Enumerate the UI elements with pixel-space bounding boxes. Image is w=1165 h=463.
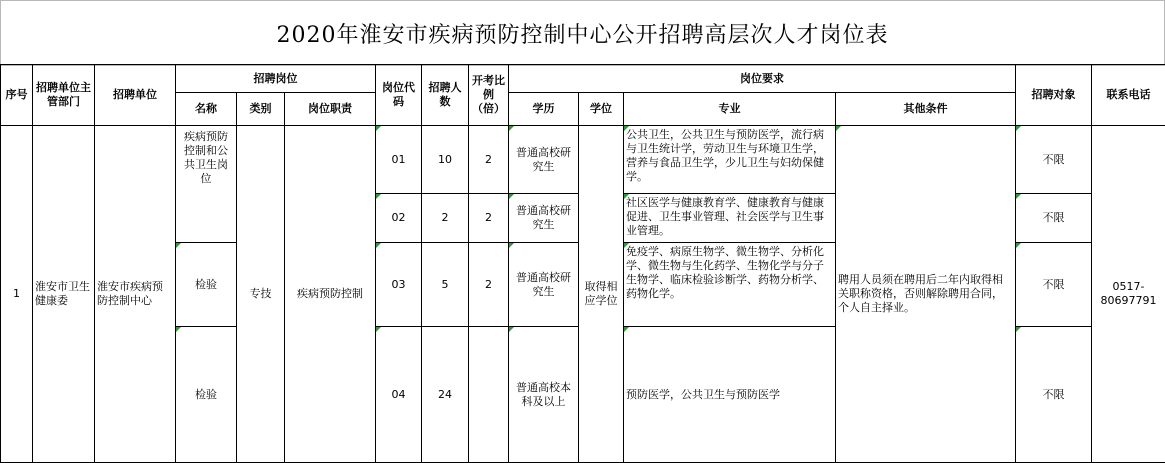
cell-major-01: 公共卫生，公共卫生与预防医学，流行病与卫生统计学，劳动卫生与环境卫生学，营养与食品卫生学，少儿卫生与妇幼保健学。 (624, 126, 836, 194)
cell-count-01: 10 (422, 126, 469, 194)
header-phone: 联系电话 (1092, 65, 1165, 126)
header-target: 招聘对象 (1016, 65, 1092, 126)
cell-dept: 淮安市卫生健康委 (33, 126, 95, 463)
header-major: 专业 (624, 93, 836, 126)
header-seq: 序号 (1, 65, 33, 126)
header-edu: 学历 (509, 93, 579, 126)
cell-count-03: 5 (422, 243, 469, 327)
cell-code-02: 02 (376, 194, 422, 243)
header-code: 岗位代码 (376, 65, 422, 126)
cell-edu-02: 普通高校研究生 (509, 194, 579, 243)
cell-edu-04: 普通高校本科及以上 (509, 327, 579, 463)
cell-ratio-03: 2 (469, 243, 509, 327)
cell-unit: 淮安市疾病预防控制中心 (95, 126, 176, 463)
cell-code-01: 01 (376, 126, 422, 194)
cell-count-02: 2 (422, 194, 469, 243)
header-req-group: 岗位要求 (509, 65, 1016, 93)
cell-post-name-3: 检验 (176, 327, 237, 463)
header-name: 名称 (176, 93, 237, 126)
cell-post-name-1: 疾病预防控制和公共卫生岗位 (176, 126, 237, 243)
cell-category: 专技 (237, 126, 285, 463)
cell-major-04: 预防医学，公共卫生与预防医学 (624, 327, 836, 463)
cell-target-04: 不限 (1016, 327, 1092, 463)
header-ratio: 开考比例（倍） (469, 65, 509, 126)
cell-edu-03: 普通高校研究生 (509, 243, 579, 327)
header-other: 其他条件 (836, 93, 1016, 126)
cell-ratio-01: 2 (469, 126, 509, 194)
cell-major-03: 免疫学、病原生物学、微生物学、分析化学、微生物与生化药学、生物化学与分子生物学、临床检验诊断学、药物分析学、药物化学。 (624, 243, 836, 327)
header-duty: 岗位职责 (285, 93, 376, 126)
header-dept: 招聘单位主管部门 (33, 65, 95, 126)
cell-major-02: 社区医学与健康教育学、健康教育与健康促进、卫生事业管理、社会医学与卫生事业管理。 (624, 194, 836, 243)
cell-code-04: 04 (376, 327, 422, 463)
page-title: 2020年淮安市疾病预防控制中心公开招聘高层次人才岗位表 (0, 0, 1165, 66)
header-count: 招聘人数 (422, 65, 469, 126)
header-degree: 学位 (579, 93, 624, 126)
cell-target-01: 不限 (1016, 126, 1092, 194)
cell-edu-01: 普通高校研究生 (509, 126, 579, 194)
cell-ratio-02: 2 (469, 194, 509, 243)
cell-target-03: 不限 (1016, 243, 1092, 327)
cell-ratio-04 (469, 327, 509, 463)
header-category: 类别 (237, 93, 285, 126)
cell-other: 聘用人员须在聘用后二年内取得相关职称资格，否则解除聘用合同，个人自主择业。 (836, 126, 1016, 463)
cell-post-name-2: 检验 (176, 243, 237, 327)
header-post-group: 招聘岗位 (176, 65, 376, 93)
cell-code-03: 03 (376, 243, 422, 327)
cell-phone: 0517-80697791 (1092, 126, 1165, 463)
header-unit: 招聘单位 (95, 65, 176, 126)
cell-target-02: 不限 (1016, 194, 1092, 243)
positions-table (0, 64, 1165, 463)
cell-degree: 取得相应学位 (579, 126, 624, 463)
cell-seq: 1 (1, 126, 33, 463)
cell-duty: 疾病预防控制 (285, 126, 376, 463)
cell-count-04: 24 (422, 327, 469, 463)
